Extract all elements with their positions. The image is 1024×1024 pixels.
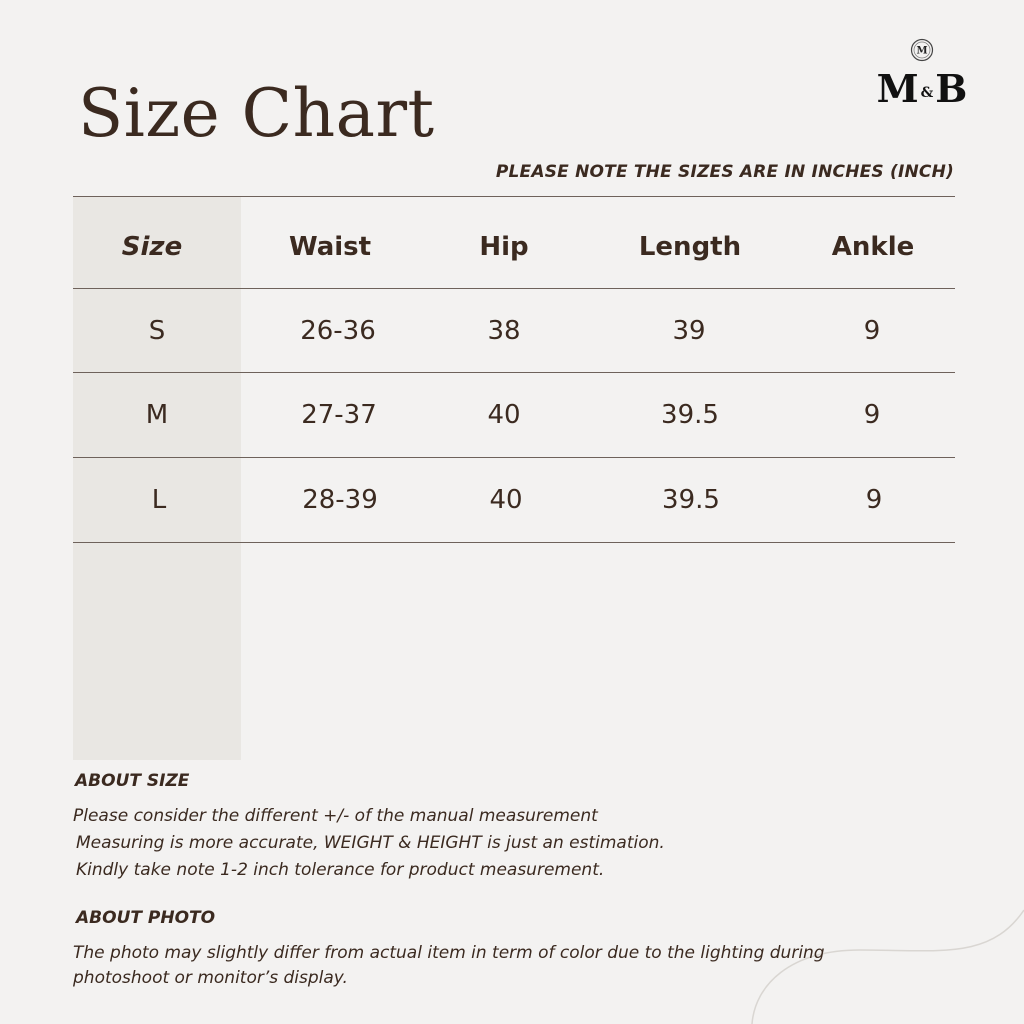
emblem-letter: M [916,45,928,57]
table-header-rule [73,288,955,289]
about-size-heading: ABOUT SIZE [75,771,190,791]
brand-logo [870,38,974,116]
size-column-background [73,197,241,760]
brand-wordmark [870,66,974,116]
column-header-length: Length [638,232,742,262]
monogram-emblem-icon [910,38,934,62]
waist-cell: 26-36 [300,316,376,346]
about-photo-heading: ABOUT PHOTO [76,908,216,928]
size-cell: L [151,485,167,515]
length-cell: 39 [672,316,706,346]
brand-letter-b: B [935,66,968,111]
page-title: Size Chart [78,75,435,152]
column-header-size: Size [121,232,183,262]
brand-letter-m: M [876,66,919,111]
ankle-cell: 9 [863,400,881,430]
column-header-hip: Hip [479,232,529,262]
hip-cell: 38 [487,316,521,346]
table-top-rule [73,196,955,197]
length-cell: 39.5 [662,485,720,515]
length-cell: 39.5 [661,400,719,430]
column-header-ankle: Ankle [831,232,915,262]
table-row-rule [73,457,955,458]
waist-cell: 27-37 [301,400,377,430]
size-cell: M [145,400,169,430]
brand-ampersand: & [920,84,934,101]
table-bottom-rule [73,542,955,543]
about-photo-line: The photo may slightly differ from actual item in term of color due to the lighting during [73,943,825,963]
units-note: PLEASE NOTE THE SIZES ARE IN INCHES (INCH) [495,162,954,182]
waist-cell: 28-39 [302,485,378,515]
about-size-line: Please consider the different +/- of the manual measurement [73,806,598,826]
column-header-waist: Waist [288,232,372,262]
size-cell: S [148,316,166,346]
about-photo-line: photoshoot or monitor’s display. [73,968,348,988]
table-row-rule [73,372,955,373]
about-size-line: Kindly take note 1-2 inch tolerance for product measurement. [76,860,605,880]
ankle-cell: 9 [865,485,883,515]
hip-cell: 40 [489,485,523,515]
about-size-line: Measuring is more accurate, WEIGHT & HEIGHT is just an estimation. [76,833,665,853]
ankle-cell: 9 [863,316,881,346]
hip-cell: 40 [487,400,521,430]
